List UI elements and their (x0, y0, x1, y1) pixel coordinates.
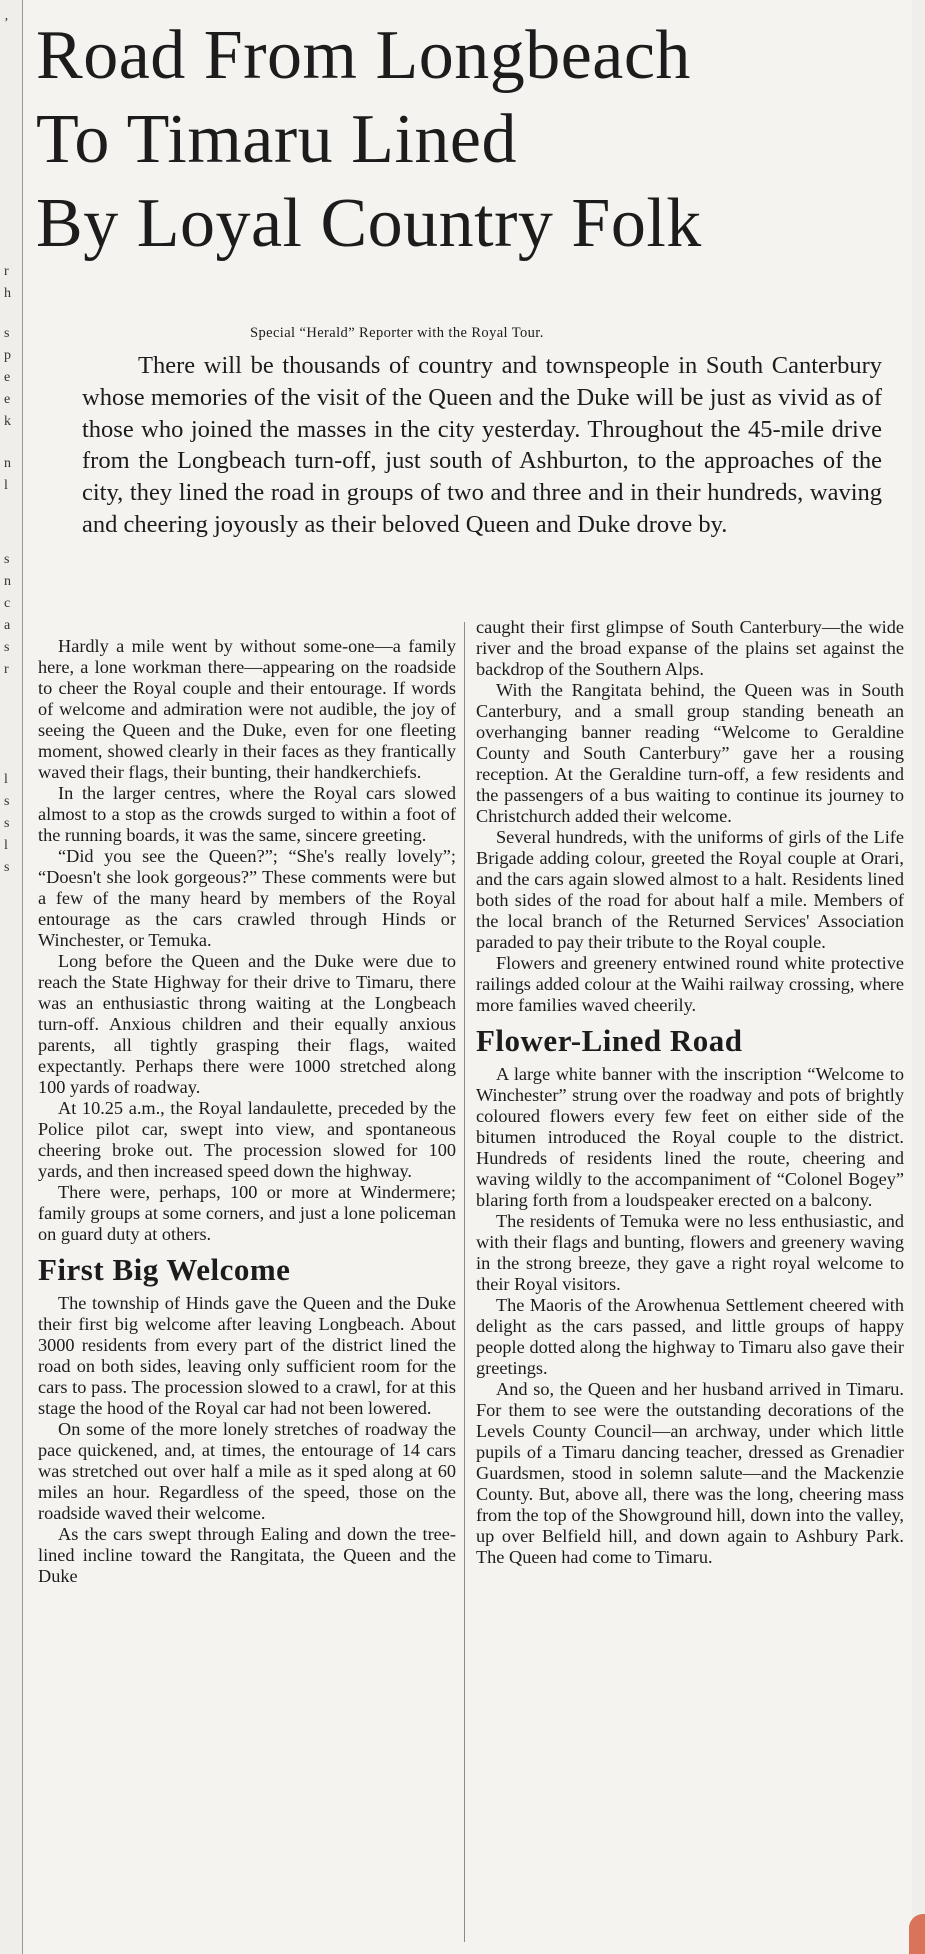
paragraph: The township of Hinds gave the Queen and the Duke their first big welcome after leaving Longbeach. About 3000 residents from every part of the district lined the road on both sides, leaving only sufficient room for the cars to pass. The procession slowed to a crawl, for at this stage the hood of the Royal car had not been lowered. (38, 1293, 456, 1418)
edge-fragment: p (4, 348, 11, 363)
edge-fragment: l (4, 838, 8, 853)
edge-fragment: c (4, 596, 11, 611)
edge-fragment: l (4, 478, 8, 493)
adjacent-column-fragments (0, 0, 20, 1954)
subheading: First Big Welcome (38, 1252, 291, 1287)
paragraph: Hardly a mile went by without some-one—a family here, a lone workman there—appearing on the roadside to cheer the Royal couple and their entourage. If words of welcome and admiration were not audible, the joy of seeing the Queen and the Duke, even for one fleeting moment, showed clearly in their faces as they frantically waved their flags, their bunting, their handkerchiefs. (38, 636, 456, 782)
paragraph: Flowers and greenery entwined round white protective railings added colour at the Waihi railway crossing, where more families waved cheerily. (476, 953, 904, 1015)
paragraph: On some of the more lonely stretches of roadway the pace quickened, and, at times, the entourage of 14 cars was stretched out over half a mile as it sped along at 60 miles an hour. Regardless of the speed, those on the roadside waved their welcome. (38, 1419, 456, 1523)
article-headline: Road From Longbeach To Timaru Lined By Loyal Country Folk (36, 17, 702, 262)
edge-fragment: s (4, 794, 10, 809)
paragraph: As the cars swept through Ealing and down the tree-lined incline toward the Rangitata, the Queen and the Duke (38, 1524, 456, 1586)
right-column (476, 617, 904, 1568)
left-column (38, 636, 456, 1587)
paragraph: Long before the Queen and the Duke were due to reach the State Highway for their drive to Timaru, there was an enthusiastic throng waiting at the Longbeach turn-off. Anxious children and their equally anxious parents, all tightly grasping their flags, waited expectantly. Perhaps there were 1000 stretched along 100 yards of roadway. (38, 951, 456, 1097)
edge-fragment: l (4, 772, 8, 787)
edge-fragment: a (4, 618, 11, 633)
edge-fragment: s (4, 326, 10, 341)
edge-fragment: n (4, 456, 11, 471)
paragraph: At 10.25 a.m., the Royal landaulette, preceded by the Police pilot car, swept into view, and spontaneous cheering broke out. The procession slowed for 100 yards, and then increased speed down the highway. (38, 1098, 456, 1181)
edge-fragment: s (4, 816, 10, 831)
paragraph: There were, perhaps, 100 or more at Windermere; family groups at some corners, and just a lone policeman on guard duty at others. (38, 1182, 456, 1244)
column-divider (464, 622, 465, 1942)
edge-fragment: r (4, 662, 9, 677)
edge-fragment: e (4, 392, 11, 407)
paragraph: “Did you see the Queen?”; “She's really lovely”; “Doesn't she look gorgeous?” These comments were but a few of the many heard by members of the Royal entourage as the cars crawled through Hinds or Winchester, or Temuka. (38, 846, 456, 950)
paragraph: A large white banner with the inscription “Welcome to Winchester” strung over the roadway and pots of brightly coloured flowers every few feet on either side of the bitumen introduced the Royal couple to the district. Hundreds of residents lined the route, cheering and waving wildly to the accompaniment of “Colonel Bogey” blaring forth from a loudspeaker erected on a balcony. (476, 1064, 904, 1210)
paragraph: In the larger centres, where the Royal cars slowed almost to a stop as the crowds surged to within a foot of the running boards, it was the same, sincere greeting. (38, 783, 456, 845)
edge-fragment: h (4, 286, 11, 301)
paragraph: caught their first glimpse of South Canterbury—the wide river and the broad expanse of the plains set against the backdrop of the Southern Alps. (476, 617, 904, 679)
subheading: Flower-Lined Road (476, 1023, 743, 1058)
edge-fragment: ’ (4, 16, 9, 31)
edge-fragment: s (4, 860, 10, 875)
paragraph: The residents of Temuka were no less enthusiastic, and with their flags and bunting, flowers and greenery waving in the strong breeze, they gave a right royal welcome to their Royal visitors. (476, 1211, 904, 1294)
paragraph: With the Rangitata behind, the Queen was in South Canterbury, and a small group standing beneath an overhanging banner reading “Welcome to Geraldine County and South Canterbury” gave her a rousing reception. At the Geraldine turn-off, a few residents and the passengers of a bus waiting to continue its journey to Christchurch added their welcome. (476, 680, 904, 826)
article-lead-paragraph: There will be thousands of country and townspeople in South Canterbury whose memories of the visit of the Queen and the Duke will be just as vivid as of those who joined the masses in the city yesterday. Throughout the 45-mile drive from the Longbeach turn-off, just south of Ashburton, to the approaches of the city, they lined the road in groups of two and three and in their hundreds, waving and cheering joyously as their beloved Queen and Duke drove by. (82, 352, 882, 538)
edge-stain (909, 1914, 925, 1954)
paragraph: And so, the Queen and her husband arrived in Timaru. For them to see were the outstanding decorations of the Levels County Council—an archway, under which little pupils of a Timaru dancing teacher, dressed as Grenadier Guardsmen, stood in solemn salute—and the Mackenzie County. But, above all, there was the long, cheering mass from the top of the Showground hill, down into the valley, up over Belfield hill, and down again to Ashbury Park. The Queen had come to Timaru. (476, 1379, 904, 1567)
paragraph: The Maoris of the Arowhenua Settlement cheered with delight as the cars passed, and little groups of happy people dotted along the highway to Timaru also gave their greetings. (476, 1295, 904, 1378)
edge-fragment: s (4, 640, 10, 655)
edge-fragment: e (4, 370, 11, 385)
edge-fragment: r (4, 264, 9, 279)
article-byline: Special “Herald” Reporter with the Royal Tour. (250, 325, 544, 341)
paragraph: Several hundreds, with the uniforms of girls of the Life Brigade adding colour, greeted the Royal couple at Orari, and the cars again slowed almost to a halt. Residents lined both sides of the road for about half a mile. Members of the local branch of the Returned Services' Association paraded to pay their tribute to the Royal couple. (476, 827, 904, 952)
edge-fragment: n (4, 574, 11, 589)
edge-fragment: s (4, 552, 10, 567)
edge-fragment: k (4, 414, 11, 429)
